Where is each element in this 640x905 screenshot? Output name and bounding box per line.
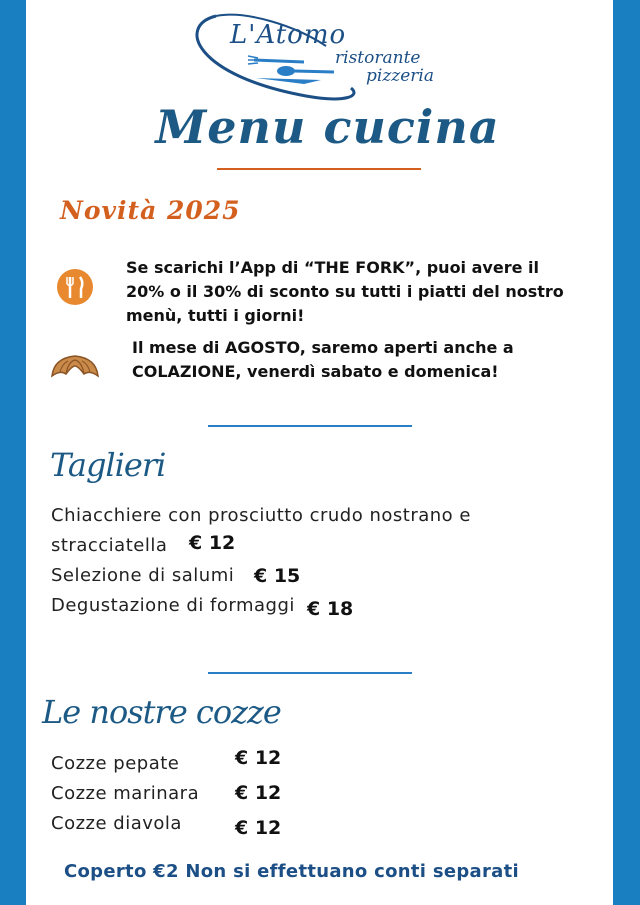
news-item-app: Se scarichi l’App di “THE FORK”, puoi avere il 20% o il 30% di sconto su tutti i piatti del nostro menù, tutti i giorni! bbox=[126, 258, 564, 325]
news-title: Novità 2025 bbox=[60, 196, 241, 225]
menu-item-name: stracciatella bbox=[51, 535, 168, 556]
menu-item-price: € 12 bbox=[235, 817, 282, 839]
section-title-taglieri: Taglieri bbox=[50, 446, 166, 484]
logo-name: L'Atomo bbox=[230, 20, 347, 50]
menu-item-name: Degustazione di formaggi bbox=[51, 595, 295, 616]
menu-item-price: € 12 bbox=[235, 747, 282, 769]
section-title-cozze: Le nostre cozze bbox=[42, 693, 281, 731]
menu-item-price: € 12 bbox=[235, 782, 282, 804]
section-divider-1 bbox=[208, 425, 412, 427]
fork-knife-icon bbox=[56, 268, 94, 306]
menu-item-name: Cozze diavola bbox=[51, 813, 182, 834]
title-underline bbox=[217, 168, 421, 170]
menu-item-name: Cozze marinara bbox=[51, 783, 200, 804]
section-divider-2 bbox=[208, 672, 412, 674]
menu-item-price: € 12 bbox=[189, 532, 236, 554]
menu-item-price: € 15 bbox=[254, 565, 301, 587]
menu-item-name: Cozze pepate bbox=[51, 753, 180, 774]
logo-subtitle-pizzeria: pizzeria bbox=[366, 66, 434, 86]
footer-note: Coperto €2 Non si effettuano conti separati bbox=[64, 861, 519, 882]
menu-item-name: Chiacchiere con prosciutto crudo nostrano e bbox=[51, 505, 471, 526]
page-title: Menu cucina bbox=[155, 100, 500, 154]
menu-item-name: Selezione di salumi bbox=[51, 565, 235, 586]
logo-subtitle-ristorante: ristorante bbox=[335, 48, 421, 68]
news-item-agosto: Il mese di AGOSTO, saremo aperti anche a COLAZIONE, venerdì sabato e domenica! bbox=[132, 338, 514, 381]
croissant-icon bbox=[48, 348, 102, 384]
menu-item-price: € 18 bbox=[307, 598, 354, 620]
